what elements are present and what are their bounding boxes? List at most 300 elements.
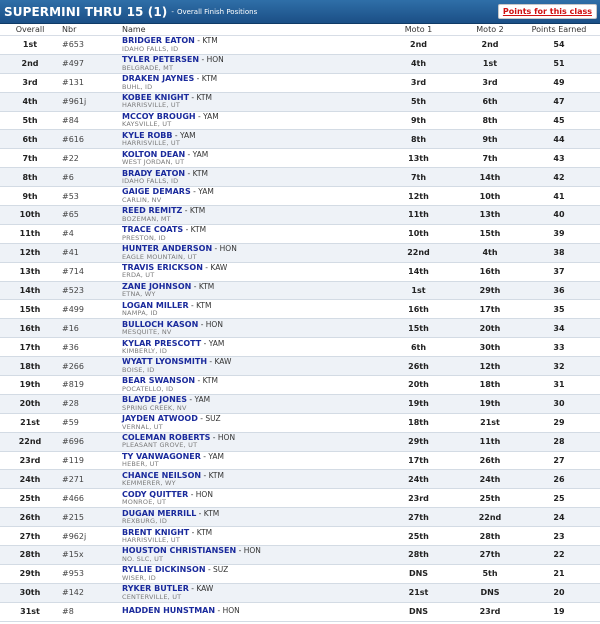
brand-separator: - [194, 74, 202, 84]
table-row [0, 565, 600, 584]
overall-position: 17th [19, 342, 41, 352]
bike-brand: KTM [202, 376, 218, 386]
rider-hometown: CENTERVILLE, UT [122, 592, 182, 601]
moto1-finish: 28th [408, 550, 429, 560]
points-earned: 31 [553, 380, 565, 390]
table-row [0, 149, 600, 168]
rider-hometown: WEST JORDAN, UT [122, 158, 185, 167]
moto1-finish: 14th [408, 267, 429, 277]
brand-separator: - [207, 357, 215, 367]
brand-separator: - [215, 606, 223, 616]
col-moto1: Moto 1 [404, 25, 433, 34]
rider-number: #962j [62, 531, 87, 541]
points-earned: 23 [553, 531, 565, 541]
bike-brand: KTM [208, 470, 224, 480]
rider-number: #53 [62, 191, 79, 201]
moto1-finish: 23rd [408, 493, 429, 503]
rider-name-link[interactable]: BEAR SWANSON [122, 376, 196, 386]
brand-separator: - [201, 470, 209, 480]
rider-cell [122, 93, 375, 111]
bike-brand: KTM [189, 206, 206, 216]
moto1-finish: 3rd [410, 78, 427, 88]
rider-hometown: PLEASANT GROVE, UT [122, 441, 198, 450]
table-row [0, 112, 600, 131]
rider-name-link[interactable]: LOGAN MILLER [122, 300, 189, 310]
moto1-finish: 27th [408, 512, 429, 522]
brand-separator: - [202, 263, 211, 273]
moto2-finish: 29th [479, 286, 501, 296]
brand-separator: - [197, 414, 206, 424]
brand-separator: - [194, 36, 203, 46]
overall-position: 1st [22, 40, 38, 50]
rider-cell [122, 338, 375, 356]
rider-hometown: MESQUITE, NV [122, 328, 172, 337]
rider-cell [122, 130, 375, 148]
rider-number: #653 [62, 40, 84, 50]
table-row [0, 74, 600, 93]
table-row [0, 319, 600, 338]
rider-cell [122, 187, 375, 205]
overall-position: 19th [19, 380, 41, 390]
rider-number: #16 [62, 323, 79, 333]
rider-name-link[interactable]: BLAYDE JONES [122, 395, 188, 405]
table-row [0, 357, 600, 376]
bike-brand: HON [206, 55, 224, 65]
brand-separator: - [191, 281, 199, 291]
overall-position: 15th [19, 304, 41, 314]
moto1-finish: 24th [408, 474, 429, 484]
rider-name-link[interactable]: KOBEE KNIGHT [122, 93, 190, 103]
brand-separator: - [195, 111, 204, 121]
overall-position: 7th [22, 153, 38, 163]
bike-brand: YAM [198, 187, 214, 197]
moto1-finish: 12th [408, 191, 429, 201]
points-earned: 44 [553, 134, 565, 144]
moto2-finish: 14th [479, 172, 501, 182]
overall-position: 21st [20, 418, 40, 428]
overall-position: 24th [19, 474, 41, 484]
moto2-finish: 17th [479, 304, 501, 314]
rider-number: #6 [62, 172, 74, 182]
moto2-finish: 7th [482, 153, 498, 163]
table-row [0, 300, 600, 319]
moto2-finish: 21st [480, 418, 500, 428]
rider-cell [122, 489, 375, 507]
bike-brand: YAM [208, 338, 225, 348]
rider-cell [122, 546, 375, 564]
points-earned: 30 [553, 399, 565, 409]
rider-hometown: BOZEMAN, MT [122, 214, 171, 223]
moto1-finish: 5th [410, 97, 427, 107]
moto2-finish: DNS [480, 588, 500, 598]
points-earned: 34 [553, 323, 565, 333]
overall-position: 8th [22, 172, 38, 182]
rider-cell [122, 357, 375, 375]
brand-separator: - [205, 565, 214, 575]
points-earned: 43 [553, 153, 565, 163]
moto1-finish: 25th [408, 531, 429, 541]
rider-name-link[interactable]: TRAVIS ERICKSON [122, 263, 203, 273]
rider-name-link[interactable]: REED REMITZ [122, 206, 183, 216]
overall-position: 10th [19, 210, 41, 220]
overall-position: 6th [22, 134, 38, 144]
bike-brand: KTM [203, 508, 220, 518]
rider-name-link[interactable]: KOLTON DEAN [122, 149, 186, 159]
moto2-finish: 15th [479, 229, 501, 239]
overall-position: 2nd [21, 59, 39, 69]
brand-separator: - [185, 149, 193, 159]
moto1-finish: 22nd [407, 248, 430, 258]
rider-name-link[interactable]: TYLER PETERSEN [122, 55, 200, 65]
brand-separator: - [195, 376, 203, 386]
points-earned: 26 [553, 474, 565, 484]
rider-cell [122, 36, 375, 54]
rider-name-link[interactable]: RYLLIE DICKINSON [122, 565, 206, 575]
col-nbr: Nbr [62, 25, 77, 34]
bike-brand: HON [205, 319, 223, 329]
brand-separator: - [188, 489, 196, 499]
points-earned: 49 [553, 78, 565, 88]
table-row [0, 206, 600, 225]
rider-name-link[interactable]: JAYDEN ATWOOD [122, 414, 198, 424]
rider-line [122, 607, 240, 615]
rider-number: #266 [62, 361, 84, 371]
rider-name-link[interactable]: KYLE ROBB [122, 130, 173, 140]
rider-cell [122, 244, 375, 262]
moto2-finish: 12th [479, 361, 501, 371]
table-row [0, 527, 600, 546]
rider-number: #36 [62, 342, 79, 352]
points-earned: 39 [553, 229, 565, 239]
brand-separator: - [236, 546, 244, 556]
rider-name-link[interactable]: HUNTER ANDERSON [122, 244, 213, 254]
rider-cell [122, 603, 375, 621]
rider-hometown: HARRISVILLE, UT [122, 101, 180, 110]
rider-number: #142 [62, 588, 84, 598]
rider-hometown: HARRISVILLE, UT [122, 535, 180, 544]
rider-number: #41 [62, 248, 79, 258]
moto1-finish: 11th [408, 210, 429, 220]
points-earned: 36 [553, 286, 565, 296]
brand-separator: - [200, 451, 209, 461]
moto1-finish: 18th [408, 418, 429, 428]
rider-name-link[interactable]: RYKER BUTLER [122, 584, 189, 594]
points-earned: 47 [553, 97, 565, 107]
moto2-finish: 24th [479, 474, 501, 484]
rider-hometown: KEMMERER, WY [122, 479, 176, 488]
table-row [0, 55, 600, 74]
overall-position: 26th [19, 512, 41, 522]
rider-number: #22 [62, 153, 79, 163]
rider-cell [122, 433, 375, 451]
moto1-finish: 1st [411, 286, 426, 296]
rider-hometown: POCATELLO, ID [122, 384, 174, 393]
bike-brand: HON [219, 244, 237, 254]
rider-name-link[interactable]: MCCOY BROUGH [122, 111, 196, 121]
moto1-finish: 9th [410, 116, 427, 125]
rider-number: #215 [62, 512, 84, 522]
moto2-finish: 19th [479, 399, 501, 409]
moto1-finish: 13th [408, 153, 429, 163]
rider-name-link[interactable]: TY VANWAGONER [122, 451, 201, 461]
rider-number: #271 [62, 474, 84, 484]
moto2-finish: 25th [479, 493, 501, 503]
rider-number: #616 [62, 134, 84, 144]
rider-name-link[interactable]: GAIGE DEMARS [122, 187, 191, 197]
brand-separator: - [187, 395, 195, 405]
table-row [0, 282, 600, 301]
moto2-finish: 2nd [481, 40, 499, 50]
bike-brand: SUZ [205, 414, 221, 424]
points-earned: 22 [553, 550, 565, 560]
rider-cell [122, 470, 375, 488]
moto2-finish: 8th [482, 116, 498, 125]
rider-cell [122, 584, 375, 602]
brand-separator: - [196, 508, 204, 518]
points-earned: 19 [553, 607, 565, 617]
rider-hometown: MONROE, UT [122, 498, 167, 507]
col-points: Points Earned [531, 25, 587, 34]
moto2-finish: 10th [479, 191, 501, 201]
table-row [0, 263, 600, 282]
moto1-finish: 8th [410, 134, 427, 144]
rider-cell [122, 395, 375, 413]
rider-name-link[interactable]: COLEMAN ROBERTS [122, 433, 211, 443]
brand-separator: - [189, 93, 197, 103]
moto1-finish: 21st [408, 588, 429, 598]
moto2-finish: 30th [479, 342, 501, 352]
rider-number: #466 [62, 493, 84, 503]
points-earned: 32 [553, 361, 565, 371]
class-title: SUPERMINI THRU 15 (1) [4, 4, 168, 19]
bike-brand: KTM [201, 74, 218, 84]
bike-brand: HON [195, 489, 213, 499]
overall-position: 16th [19, 323, 41, 333]
points-earned: 51 [553, 59, 565, 69]
rider-hometown: SPRING CREEK, NV [122, 403, 187, 412]
points-earned: 35 [553, 304, 565, 314]
points-earned: 24 [553, 512, 565, 522]
rider-number: #59 [62, 418, 79, 428]
moto1-finish: 17th [408, 456, 429, 466]
title-separator: - [171, 7, 174, 16]
bike-brand: KAW [196, 584, 214, 594]
rider-cell [122, 414, 375, 432]
bike-brand: KAW [210, 263, 228, 273]
rider-cell [122, 149, 375, 167]
overall-position: 31st [20, 607, 40, 617]
moto2-finish: 1st [482, 59, 498, 69]
overall-position: 29th [19, 569, 41, 579]
rider-name-link[interactable]: TRACE COATS [122, 225, 184, 235]
points-earned: 20 [553, 588, 565, 598]
rider-name-link[interactable]: WYATT LYONSMITH [122, 357, 208, 367]
table-row [0, 452, 600, 471]
overall-position: 20th [19, 399, 41, 409]
moto2-finish: 9th [482, 134, 498, 144]
brand-separator: - [201, 338, 209, 348]
moto1-finish: 4th [410, 59, 427, 69]
bike-brand: YAM [179, 130, 196, 140]
overall-position: 18th [19, 361, 41, 371]
rider-hometown: WISER, ID [122, 573, 156, 582]
moto2-finish: 20th [479, 323, 501, 333]
rider-hometown: NAMPA, ID [122, 309, 158, 318]
points-for-class-link[interactable]: Points for this class [498, 4, 597, 19]
rider-name-link[interactable]: DUGAN MERRILL [122, 508, 197, 518]
rider-name-link[interactable]: CODY QUITTER [122, 489, 189, 499]
brand-separator: - [188, 300, 197, 310]
points-earned: 41 [553, 191, 565, 201]
rider-name-link[interactable]: HOUSTON CHRISTIANSEN [122, 546, 237, 556]
col-moto2: Moto 2 [476, 25, 504, 34]
overall-position: 5th [22, 116, 38, 125]
bike-brand: HON [217, 433, 236, 443]
table-row [0, 546, 600, 565]
rider-name-link[interactable]: BRIDGER EATON [122, 36, 195, 46]
rider-cell [122, 74, 375, 92]
bike-brand: YAM [208, 451, 225, 461]
points-earned: 38 [553, 248, 565, 258]
rider-name-link[interactable]: BULLOCH KASON [122, 319, 199, 329]
rider-number: #84 [62, 116, 79, 125]
moto2-finish: 11th [479, 437, 501, 447]
bike-brand: HON [222, 606, 240, 616]
moto1-finish: 15th [408, 323, 429, 333]
rider-number: #15x [62, 550, 84, 560]
rider-hometown: PRESTON, ID [122, 233, 166, 242]
rider-hometown: IDAHO FALLS, ID [122, 44, 179, 53]
bike-brand: KTM [192, 168, 208, 178]
rider-cell [122, 527, 375, 545]
rider-hometown: BUHL, ID [122, 82, 153, 91]
rider-name-link[interactable]: BRADY EATON [122, 168, 186, 178]
points-earned: 45 [553, 116, 565, 125]
rider-name-link[interactable]: ZANE JOHNSON [122, 281, 192, 291]
rider-cell [122, 565, 375, 583]
rider-number: #714 [62, 267, 84, 277]
brand-separator: - [172, 130, 180, 140]
overall-position: 9th [22, 191, 38, 201]
overall-position: 27th [19, 531, 41, 541]
overall-position: 22nd [18, 437, 42, 447]
rider-number: #961j [62, 97, 87, 107]
moto1-finish: 16th [408, 304, 429, 314]
rider-cell [122, 55, 375, 73]
bike-brand: KAW [214, 357, 232, 367]
rider-name-link[interactable]: CHANCE NEILSON [122, 470, 202, 480]
rider-hometown: HEBER, UT [122, 460, 159, 469]
rider-hometown: ERDA, UT [122, 271, 155, 280]
brand-separator: - [198, 319, 206, 329]
points-earned: 25 [553, 493, 565, 503]
bike-brand: KTM [196, 300, 212, 310]
brand-separator: - [199, 55, 207, 65]
rider-number: #8 [62, 607, 74, 617]
rider-hometown: EAGLE MOUNTAIN, UT [122, 252, 197, 261]
overall-position: 23rd [19, 456, 41, 466]
rider-number: #696 [62, 437, 84, 447]
rider-number: #28 [62, 399, 79, 409]
rider-cell [122, 112, 375, 130]
rider-name-link[interactable]: HADDEN HUNSTMAN [122, 606, 216, 616]
moto1-finish: 7th [410, 172, 427, 182]
moto2-finish: 13th [479, 210, 501, 220]
moto1-finish: 26th [408, 361, 429, 371]
moto2-finish: 6th [482, 97, 498, 107]
rider-number: #497 [62, 59, 84, 69]
rider-number: #119 [62, 456, 84, 466]
points-earned: 33 [553, 342, 565, 352]
points-earned: 37 [553, 267, 565, 277]
rider-number: #953 [62, 569, 84, 579]
moto1-finish: 29th [408, 437, 429, 447]
overall-position: 3rd [22, 78, 38, 88]
moto2-finish: 18th [479, 380, 501, 390]
brand-separator: - [189, 527, 197, 537]
bike-brand: KTM [202, 36, 218, 46]
rider-cell [122, 508, 375, 526]
brand-separator: - [210, 433, 218, 443]
table-row [0, 470, 600, 489]
table-row [0, 36, 600, 55]
rider-cell [122, 282, 375, 300]
rider-number: #819 [62, 380, 84, 390]
moto1-finish: DNS [408, 569, 429, 579]
brand-separator: - [185, 168, 193, 178]
points-earned: 29 [553, 418, 565, 428]
table-row [0, 338, 600, 357]
overall-position: 11th [19, 229, 41, 239]
moto1-finish: 6th [410, 342, 427, 352]
overall-position: 13th [19, 267, 41, 277]
rider-name-link[interactable]: DRAKEN JAYNES [122, 74, 195, 84]
points-earned: 42 [553, 172, 565, 182]
moto2-finish: 5th [482, 569, 498, 579]
rider-cell [122, 168, 375, 186]
overall-position: 28th [19, 550, 41, 560]
bike-brand: KTM [198, 281, 215, 291]
rider-name-link[interactable]: KYLAR PRESCOTT [122, 338, 202, 348]
rider-hometown: HARRISVILLE, UT [122, 139, 180, 148]
moto1-finish: 20th [408, 380, 429, 390]
overall-position: 25th [19, 493, 41, 503]
points-earned: 40 [553, 210, 565, 220]
table-row [0, 414, 600, 433]
bike-brand: KTM [190, 225, 207, 235]
results-table [0, 36, 600, 622]
moto2-finish: 23rd [479, 607, 501, 617]
rider-cell [122, 376, 375, 394]
rider-number: #131 [62, 78, 84, 88]
rider-hometown: REXBURG, ID [122, 517, 168, 525]
rider-cell [122, 206, 375, 224]
overall-position: 30th [19, 588, 41, 598]
rider-hometown: KAYSVILLE, UT [122, 120, 172, 129]
moto2-finish: 27th [479, 550, 501, 560]
overall-position: 14th [19, 286, 41, 296]
moto2-finish: 26th [479, 456, 501, 466]
rider-cell [122, 319, 375, 337]
rider-name-link[interactable]: BRENT KNIGHT [122, 527, 190, 537]
col-overall: Overall [15, 25, 45, 34]
bike-brand: KTM [196, 93, 212, 103]
table-row [0, 376, 600, 395]
class-subtitle: Overall Finish Positions [176, 7, 258, 16]
moto2-finish: 22nd [478, 512, 502, 522]
rider-hometown: NO. SLC, UT [122, 554, 164, 563]
rider-hometown: BELGRADE, MT [122, 63, 174, 72]
